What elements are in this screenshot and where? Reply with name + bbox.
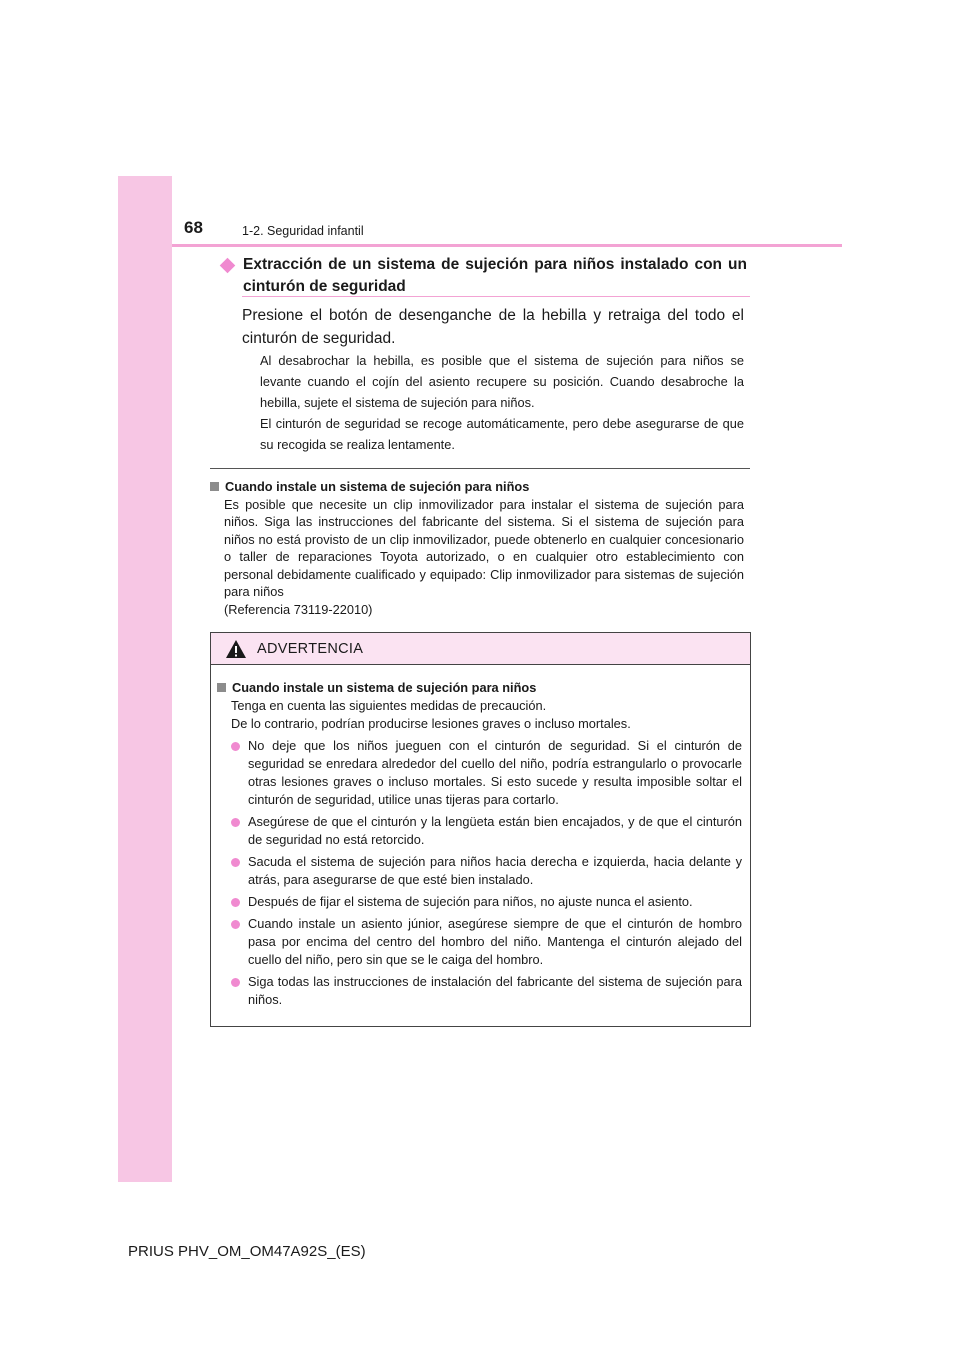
warning-bullet-text: Cuando instale un asiento júnior, asegúrese siempre de que el cinturón de hombro pasa por encima del centro del hombro del niño. Mantenga el cinturón alejado del cuello del niño, pero sin que se le caiga del hombro. — [248, 916, 742, 967]
chapter-sidebar — [118, 176, 172, 1182]
warning-heading: Cuando instale un sistema de sujeción para niños — [232, 680, 537, 695]
section-divider — [210, 468, 750, 469]
warning-bullet — [215, 915, 742, 969]
square-bullet-icon — [217, 683, 226, 692]
main-instruction: Presione el botón de desenganche de la hebilla y retraiga del todo el cinturón de seguridad. — [242, 307, 744, 347]
circle-bullet-icon — [231, 818, 240, 827]
warning-bullet — [215, 893, 742, 911]
diamond-bullet-icon — [220, 258, 236, 274]
page-number: 68 — [184, 218, 203, 237]
warning-bullet-text: Asegúrese de que el cinturón y la lengüeta están bien encajados, y de que el cinturón de seguridad no está retorcido. — [248, 814, 742, 847]
note-paragraph: Al desabrochar la hebilla, es posible que el sistema de sujeción para niños se levante cuando el cojín del asiento recupere su posición. Cuando desabroche la hebilla, sujete el sistema de sujeción para niños. — [260, 353, 744, 410]
warning-bullet-text: No deje que los niños jueguen con el cinturón de seguridad. Si el cinturón de seguridad se enredara alrededor del cuello del niño, podría estrangularlo o provocarle otras lesiones graves o incluso mortales. Si esto sucede y resulta imposible soltar el cinturón de seguridad, utilice unas tijeras para cortarlo. — [248, 738, 742, 807]
warning-bullet-text: Después de fijar el sistema de sujeción para niños, no ajuste nunca el asiento. — [248, 894, 693, 909]
warning-title: ADVERTENCIA — [257, 640, 364, 657]
square-bullet-icon — [210, 482, 219, 491]
subsection-rule — [242, 296, 750, 297]
warning-bullet-text: Siga todas las instrucciones de instalación del fabricante del sistema de sujeción para niños. — [248, 974, 742, 1007]
info-block — [210, 478, 744, 618]
info-body: Es posible que necesite un clip inmovilizador para instalar el sistema de sujeción para niños. Siga las instrucciones del fabricante del sistema. Si el sistema de sujeción para niños no está provisto de un clip inmovilizador, puede obtenerlo en cualquier concesionario o taller de reparaciones Toyota autorizado, o en cualquier otro establecimiento con personal debidamente cualificado y equipado: Clip inmovilizador para sistemas de sujeción para niños — [224, 496, 744, 599]
warning-bullet — [215, 973, 742, 1009]
note-paragraph: El cinturón de seguridad se recoge automáticamente, pero debe asegurarse de que su recogida se realiza lentamente. — [260, 416, 744, 452]
warning-heading-row — [215, 679, 742, 697]
header-rule — [172, 244, 842, 247]
circle-bullet-icon — [231, 978, 240, 987]
circle-bullet-icon — [231, 858, 240, 867]
warning-bullet — [215, 813, 742, 849]
warning-bullet — [215, 737, 742, 809]
warning-body — [211, 665, 750, 1009]
circle-bullet-icon — [231, 742, 240, 751]
circle-bullet-icon — [231, 920, 240, 929]
circle-bullet-icon — [231, 898, 240, 907]
warning-box — [210, 632, 751, 1027]
subsection-title: Extracción de un sistema de sujeción para niños instalado con un cinturón de seguridad — [243, 256, 747, 295]
warning-bullet-text: Sacuda el sistema de sujeción para niños hacia derecha e izquierda, hacia delante y atrás, para asegurarse de que esté bien instalado. — [248, 854, 742, 887]
subsection-heading — [218, 254, 750, 298]
warning-bullet — [215, 853, 742, 889]
document-code: PRIUS PHV_OM_OM47A92S_(ES) — [128, 1243, 366, 1260]
warning-intro: De lo contrario, podrían producirse lesiones graves o incluso mortales. — [231, 716, 631, 731]
warning-header — [211, 633, 750, 665]
info-reference: (Referencia 73119-22010) — [224, 601, 373, 617]
section-title: 1-2. Seguridad infantil — [242, 224, 364, 238]
warning-triangle-icon — [225, 639, 247, 659]
info-heading: Cuando instale un sistema de sujeción para niños — [225, 479, 530, 494]
warning-intro: Tenga en cuenta las siguientes medidas de precaución. — [231, 698, 547, 713]
info-heading-row — [210, 478, 744, 496]
